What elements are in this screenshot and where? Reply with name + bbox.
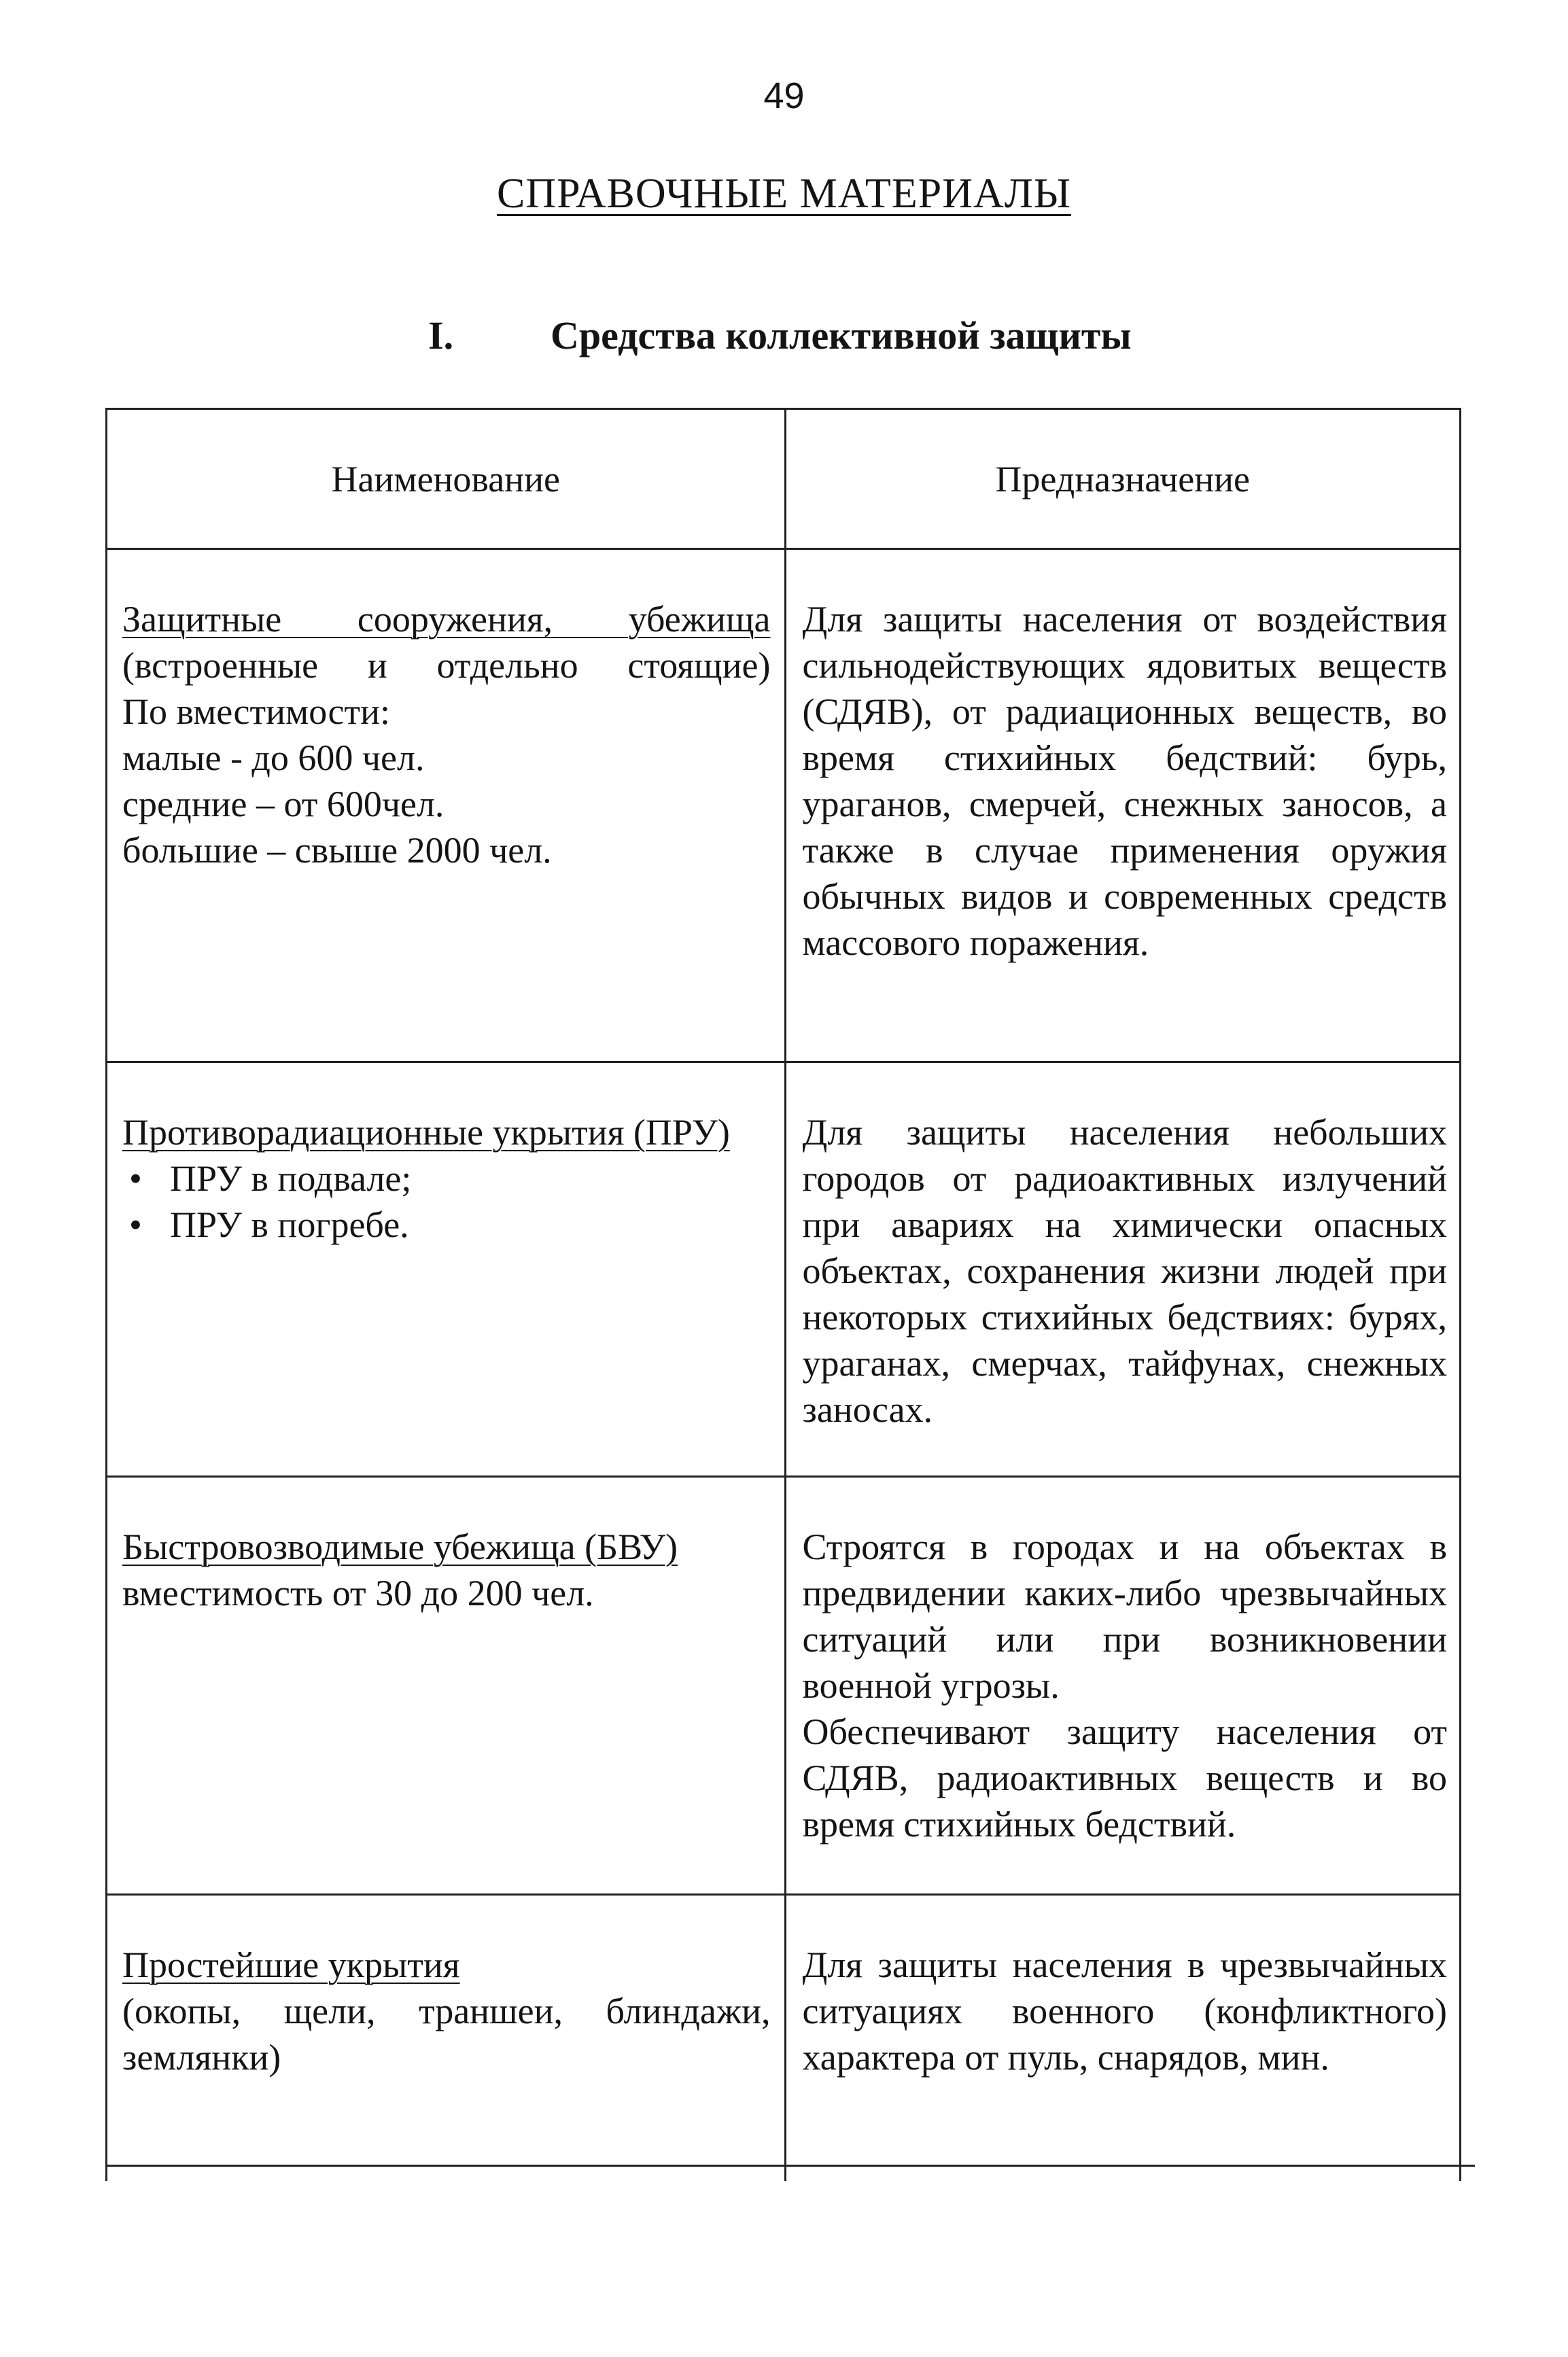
table-bottom-rule [105,2165,1475,2167]
row-name-line: вместимость от 30 до 200 чел. [122,1573,594,1613]
row-purpose-text: Для защиты населения от воздействия сильнодействующих ядовитых веществ (СДЯВ), от радиационных веществ, во время стихийных бедствий: бурь, ураганов, смерчей, снежных заносов, а также в случае применения оружия обычных видов и современных средств массового поражения. [802,599,1447,963]
row-purpose-cell [786,1478,1460,1893]
header-name: Наименование [107,410,786,548]
row-purpose-text: Для защиты населения небольших городов от радиоактивных излучений при авариях на химически опасных объектах, сохранения жизни людей при некоторых стихийных бедствиях: бурях, ураганах, смерчах, тайфунах, снежных заносах. [802,1112,1447,1430]
row-name-line: (окопы, щели, траншеи, блиндажи, землянки) [122,1991,771,2078]
row-name-line: По вместимости: [122,691,391,732]
section-title: Средства коллективной защиты [551,313,1132,357]
row-name-title: Простейшие укрытия [122,1944,460,1985]
row-purpose-cell [786,1896,1460,2181]
header-purpose: Предназначение [995,458,1251,500]
row-name-line: большие – свыше 2000 чел. [122,830,552,871]
list-item: • ПРУ в подвале; [122,1155,771,1202]
row-name-line: (встроенные и отдельно стоящие) [122,645,771,686]
row-name-title: Защитные сооружения, убежища [122,599,771,640]
table-row [107,550,1459,1063]
page-number: 49 [763,75,805,116]
row-name-cell [107,1896,786,2181]
row-name-title: Быстровозводимые убежища (БВУ) [122,1526,678,1567]
row-purpose-cell [786,1063,1460,1476]
table-row [107,1896,1459,2181]
row-name-bullets [122,1155,771,1248]
row-name-cell [107,1478,786,1893]
row-name-cell [107,550,786,1061]
row-name-cell [107,1063,786,1476]
row-purpose-text: Для защиты населения в чрезвычайных ситуациях военного (конфликтного) характера от пуль, снарядов, мин. [802,1944,1447,2078]
table-row [107,1063,1459,1478]
section-number: I. [428,313,454,357]
row-name-line: средние – от 600чел. [122,784,445,824]
protection-means-table [105,408,1461,2181]
page-title: СПРАВОЧНЫЕ МАТЕРИАЛЫ [497,171,1071,217]
table-row [107,1478,1459,1896]
row-purpose-cell [786,550,1460,1061]
list-item: • ПРУ в погребе. [122,1202,771,1248]
row-purpose-text-2: Обеспечивают защиту населения от СДЯВ, радиоактивных веществ и во время стихийных бедствий. [802,1711,1447,1845]
row-name-line: малые - до 600 чел. [122,737,425,778]
row-purpose-text: Строятся в городах и на объектах в предвидении каких-либо чрезвычайных ситуаций или при возникновении военной угрозы. [802,1526,1447,1706]
row-name-title: Противорадиационные укрытия (ПРУ) [122,1112,730,1153]
section-heading [428,313,1380,358]
table-header-row [107,410,1459,550]
